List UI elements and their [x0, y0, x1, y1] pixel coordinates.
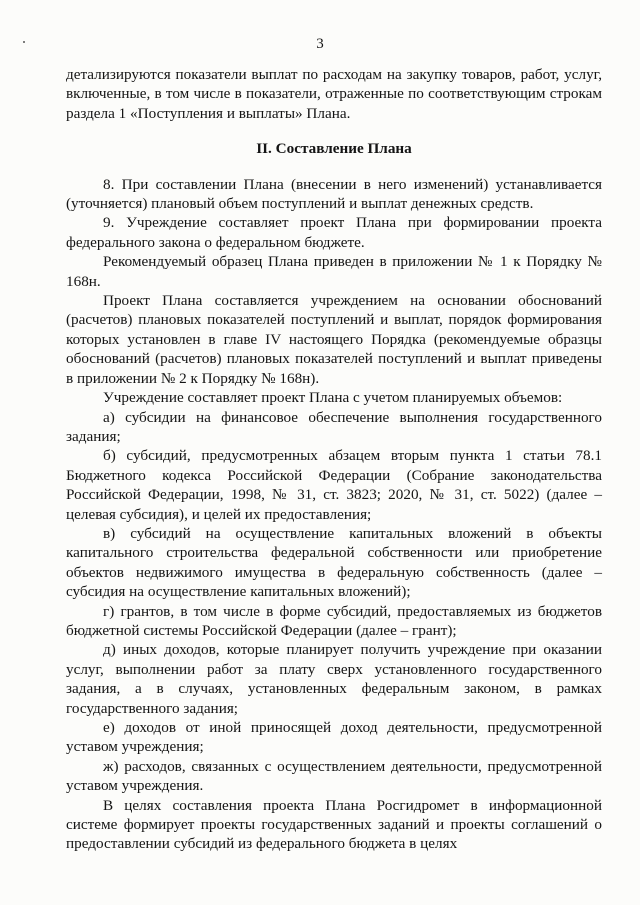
- section-heading: II. Составление Плана: [256, 140, 412, 158]
- list-item-a: а) субсидии на финансовое обеспечение выполнения государственного задания;: [66, 408, 602, 445]
- page-number: 3: [316, 36, 324, 52]
- list-item-g: г) грантов, в том числе в форме субсидий, предоставляемых из бюджетов бюджетной системы Российской Федерации (далее – грант);: [66, 602, 602, 639]
- paragraph-item-9: 9. Учреждение составляет проект Плана при формировании проекта федерального закона о федеральном бюджете.: [66, 214, 602, 251]
- list-item-b: б) субсидий, предусмотренных абзацем вторым пункта 1 статьи 78.1 Бюджетного кодекса Российской Федерации (Собрание законодательства Российской Федерации, 1998, № 31, ст. 3823; 2020, № 31, ст. 5022) (далее – целевая субсидия), и целей их предоставления;: [66, 447, 602, 523]
- list-item-zh: ж) расходов, связанных с осуществлением деятельности, предусмотренной уставом учреждения.: [66, 757, 602, 795]
- paragraph-planned-volumes-intro: Учреждение составляет проект Плана с учетом планируемых объемов:: [103, 389, 563, 407]
- list-item-v: в) субсидий на осуществление капитальных вложений в объекты капитального строительства федеральной собственности или приобретение объектов недвижимого имущества в федеральную собственность (далее – субсидия на осуществление капитальных вложений);: [66, 524, 602, 601]
- paragraph-continuation: детализируются показатели выплат по расходам на закупку товаров, работ, услуг, включенные, в том числе в показатели, отраженные по соответствующим строкам раздела 1 «Поступления и выплаты» Плана.: [66, 66, 602, 122]
- paragraph-item-8: 8. При составлении Плана (внесении в него изменений) устанавливается (уточняется) плановый объем поступлений и выплат денежных средств.: [66, 175, 602, 213]
- paragraph-roshydromet: В целях составления проекта Плана Росгидромет в информационной системе формирует проекты государственных заданий и проекты соглашений о предоставлении субсидий из федерального бюджета в целях: [66, 796, 602, 853]
- paragraph-sample-reference: Рекомендуемый образец Плана приведен в приложении № 1 к Порядку № 168н.: [66, 253, 602, 290]
- list-item-e: е) доходов от иной приносящей доход деятельности, предусмотренной уставом учреждения;: [66, 719, 602, 756]
- paragraph-draft-basis: Проект Плана составляется учреждением на основании обоснований (расчетов) плановых показателей поступлений и выплат, порядок формирования которых установлен в главе IV настоящего Порядка (рекомендуемые образцы обоснований (расчетов) плановых показателей поступлений и выплат приведены в приложении № 2 к Порядку № 168н).: [66, 292, 602, 387]
- list-item-d: д) иных доходов, которые планирует получить учреждение при оказании услуг, выполнении работ за плату сверх установленного государственного задания, а в случаях, установленных федеральным законом, в рамках государственного задания;: [66, 641, 602, 717]
- document-body: [66, 65, 602, 854]
